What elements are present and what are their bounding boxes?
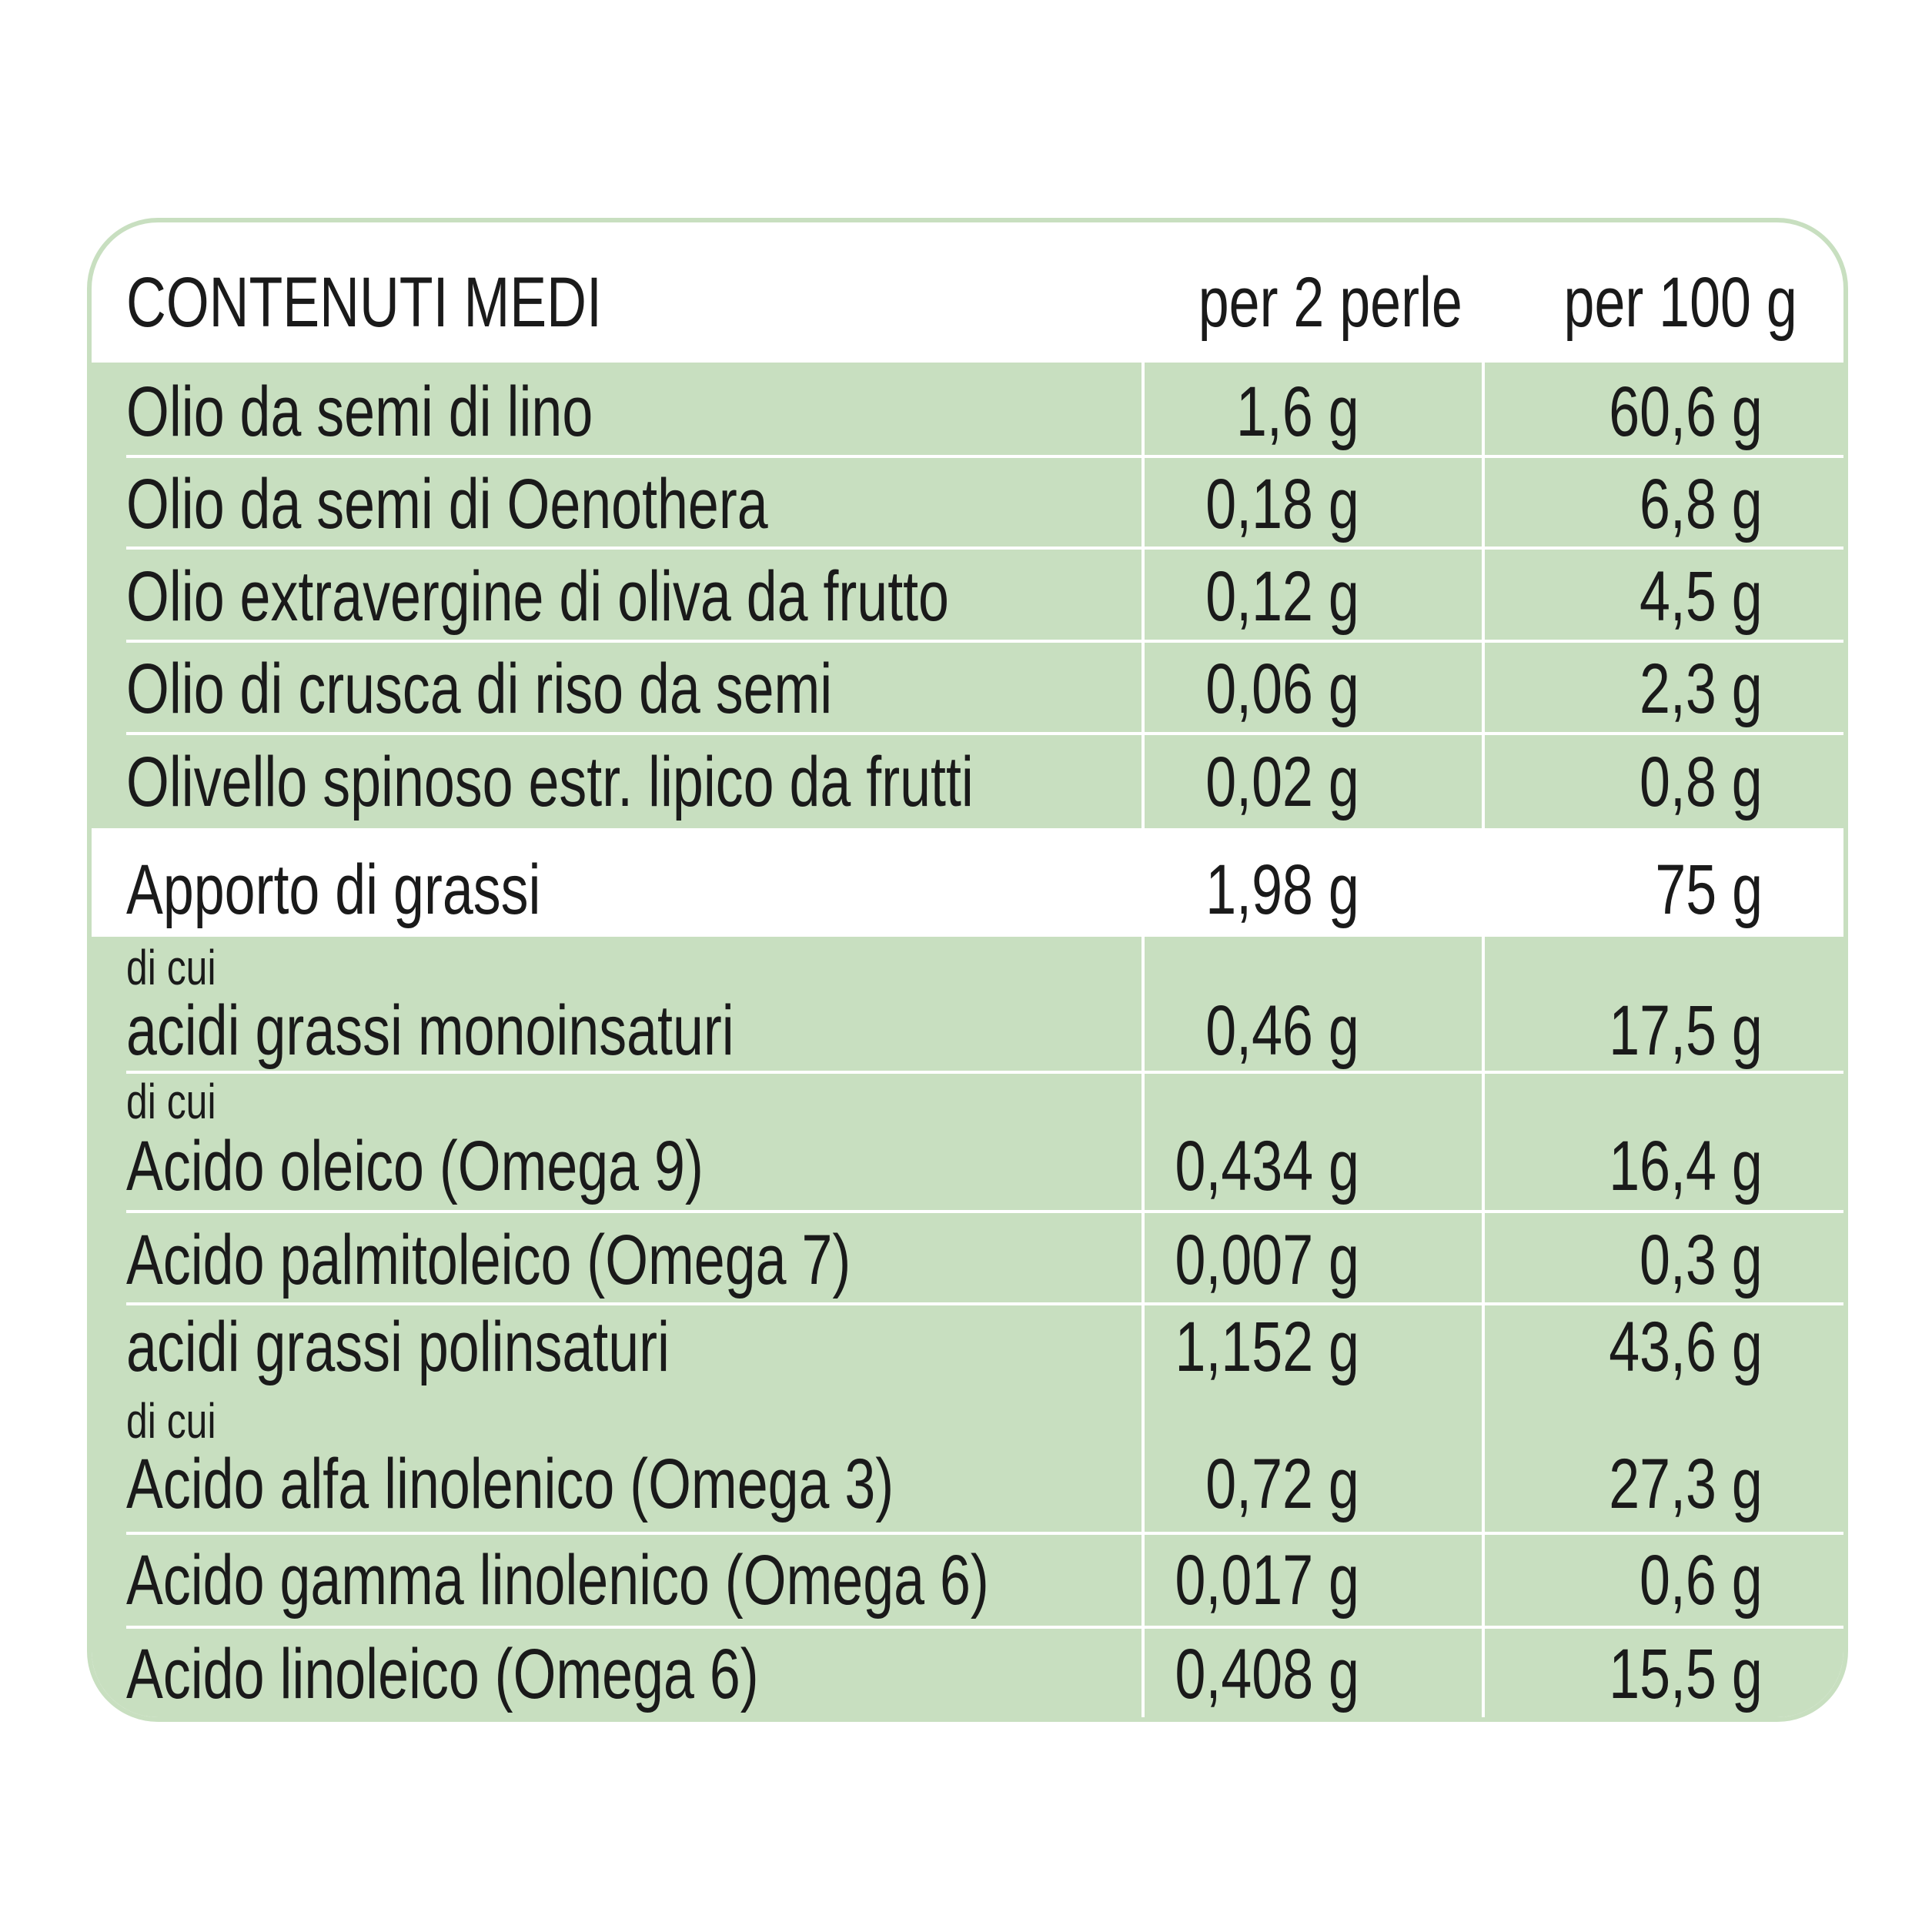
row-value-per-2-perle: 0,06 g — [1205, 650, 1359, 728]
nutrition-table — [87, 218, 1848, 1722]
row-label: Olio da semi di lino — [126, 373, 593, 451]
row-label: acidi grassi monoinsaturi — [126, 991, 734, 1070]
row-value-per-100g: 0,3 g — [1640, 1221, 1763, 1299]
row-value-per-100g: 6,8 g — [1640, 465, 1763, 543]
row-value-per-2-perle: 0,18 g — [1205, 465, 1359, 543]
row-separator — [126, 1210, 1843, 1213]
table-title: CONTENUTI MEDI — [126, 263, 602, 342]
row-label-total-fats: Apporto di grassi — [126, 851, 541, 929]
column-separator — [1482, 937, 1485, 1718]
row-value-per-100g: 0,8 g — [1640, 743, 1763, 821]
row-value-per-2-perle: 0,434 g — [1175, 1127, 1359, 1205]
row-value-per-2-perle: 1,98 g — [1205, 851, 1359, 929]
row-value-per-100g: 75 g — [1655, 851, 1763, 929]
row-separator — [126, 455, 1843, 458]
row-sublabel: di cui — [126, 940, 216, 995]
row-value-per-2-perle: 0,12 g — [1205, 557, 1359, 636]
row-sublabel: di cui — [126, 1393, 216, 1449]
row-separator — [126, 1302, 1843, 1305]
row-separator — [126, 732, 1843, 735]
row-label: Acido gamma linolenico (Omega 6) — [126, 1541, 989, 1619]
row-value-per-2-perle: 0,46 g — [1205, 991, 1359, 1070]
row-label: Acido alfa linolenico (Omega 3) — [126, 1445, 894, 1523]
row-value-per-2-perle: 0,02 g — [1205, 743, 1359, 821]
row-value-per-100g: 0,6 g — [1640, 1541, 1763, 1619]
row-label: Acido linoleico (Omega 6) — [126, 1635, 759, 1713]
row-value-per-100g: 2,3 g — [1640, 650, 1763, 728]
row-separator — [126, 1626, 1843, 1629]
row-label: Acido palmitoleico (Omega 7) — [126, 1221, 851, 1299]
column-header-per-100g: per 100 g — [1563, 263, 1797, 342]
row-value-per-2-perle: 1,152 g — [1175, 1308, 1359, 1386]
row-separator — [126, 1532, 1843, 1535]
row-separator — [126, 547, 1843, 550]
row-label: Acido oleico (Omega 9) — [126, 1127, 704, 1205]
row-value-per-2-perle: 0,017 g — [1175, 1541, 1359, 1619]
row-value-per-100g: 27,3 g — [1609, 1445, 1763, 1523]
row-separator — [126, 640, 1843, 643]
row-value-per-100g: 43,6 g — [1609, 1308, 1763, 1386]
row-separator — [126, 1071, 1843, 1074]
column-separator — [1482, 363, 1485, 828]
row-label: Olivello spinoso estr. lipico da frutti — [126, 743, 974, 821]
row-value-per-100g: 60,6 g — [1609, 373, 1763, 451]
row-value-per-100g: 17,5 g — [1609, 991, 1763, 1070]
row-value-per-100g: 4,5 g — [1640, 557, 1763, 636]
column-header-per-2-perle: per 2 perle — [1198, 263, 1462, 342]
row-value-per-2-perle: 0,007 g — [1175, 1221, 1359, 1299]
row-value-per-2-perle: 0,72 g — [1205, 1445, 1359, 1523]
row-label: acidi grassi polinsaturi — [126, 1308, 670, 1386]
row-value-per-2-perle: 1,6 g — [1236, 373, 1359, 451]
row-label: Olio extravergine di oliva da frutto — [126, 557, 949, 636]
row-value-per-100g: 15,5 g — [1609, 1635, 1763, 1713]
row-label: Olio da semi di Oenothera — [126, 465, 768, 543]
row-sublabel: di cui — [126, 1074, 216, 1129]
row-value-per-100g: 16,4 g — [1609, 1127, 1763, 1205]
row-label: Olio di crusca di riso da semi — [126, 650, 833, 728]
row-value-per-2-perle: 0,408 g — [1175, 1635, 1359, 1713]
